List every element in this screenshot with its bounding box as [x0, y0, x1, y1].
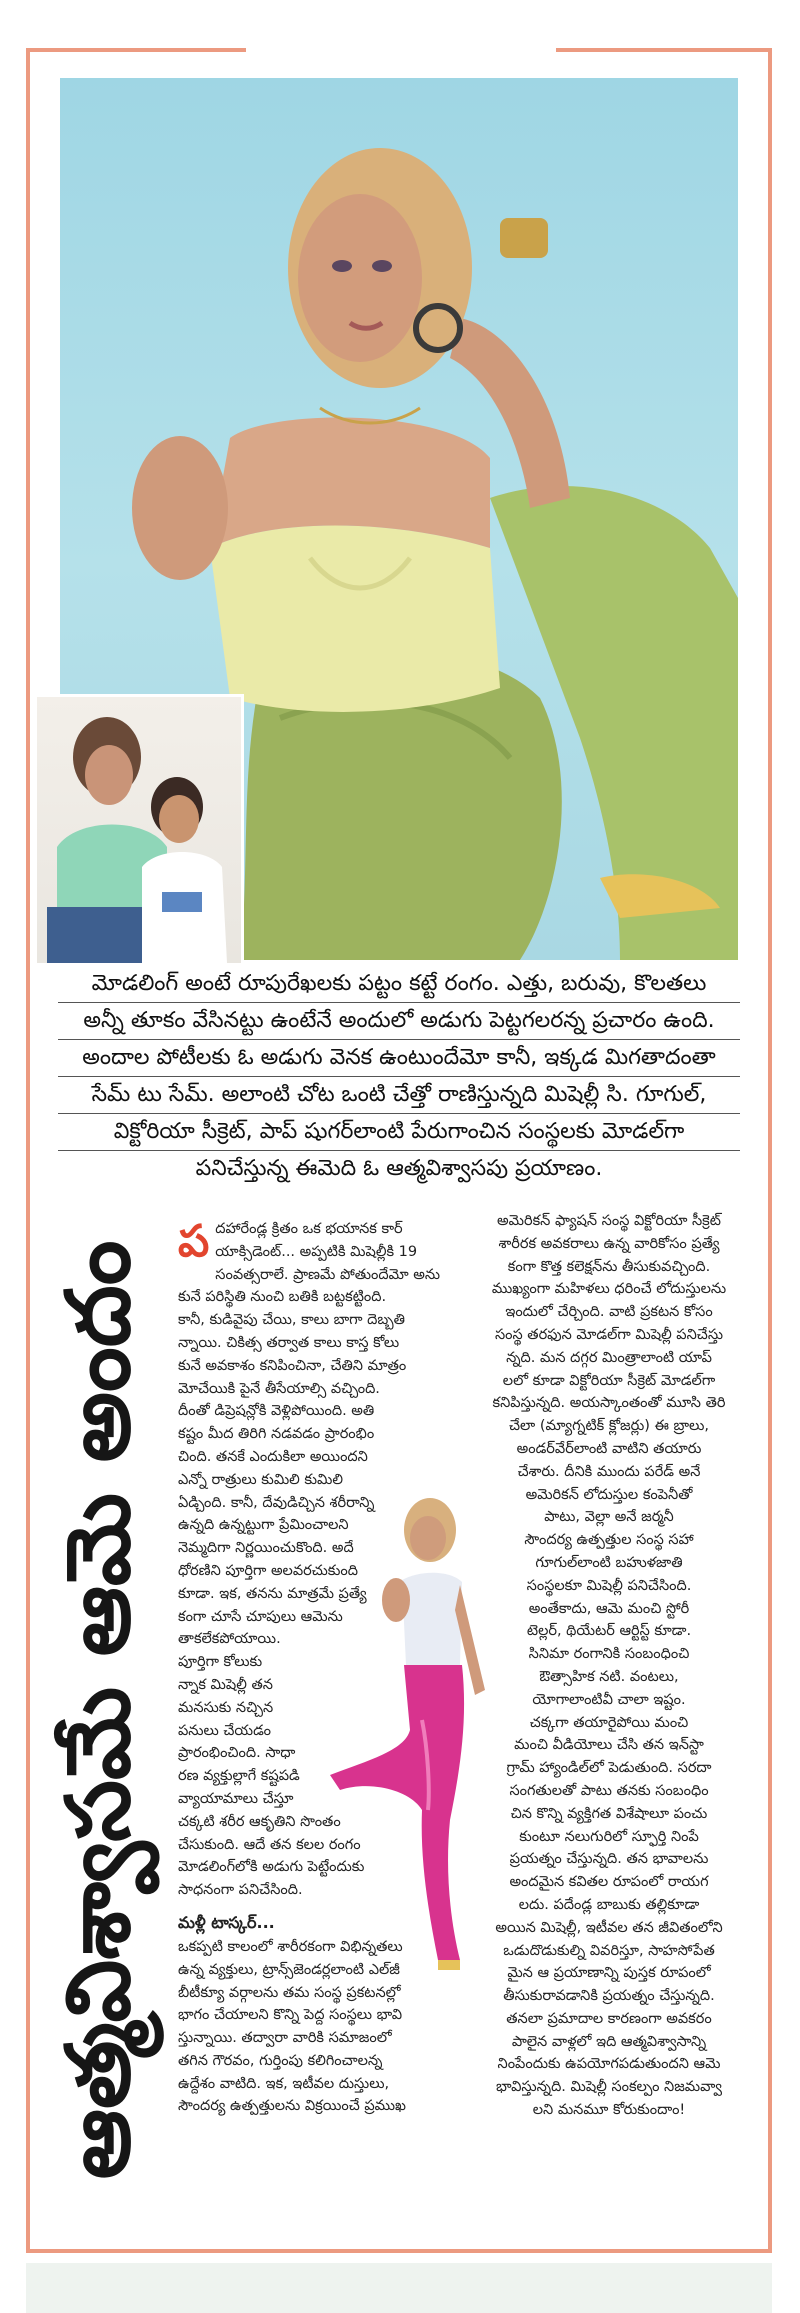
body-line: భాగం చేయాలని కొన్ని పెద్ద సంస్థలు భావి — [178, 2007, 403, 2024]
body-line: దహారేండ్ల క్రితం ఒక భయానక కార్ — [215, 1221, 403, 1237]
body-line: చక్కగా తయారైపోయి మంచి — [529, 1714, 689, 1731]
body-line: లని మనమూ కోరుకుందాం! — [532, 2102, 686, 2119]
body-line: పూర్తిగా కోలుకు — [178, 1654, 263, 1671]
body-line: యోగాలాంటివీ చాలా ఇష్టం. — [532, 1691, 686, 1708]
body-line: లదు. పదేండ్ల బాబుకు తల్లికూడా — [518, 1896, 700, 1913]
body-line: నెమ్మదిగా నిర్ణయించుకొంది. అదే — [178, 1540, 354, 1557]
frame-bottom — [26, 2249, 772, 2253]
body-line: సౌందర్య ఉత్పత్తులను విక్రయించే ప్రముఖ — [178, 2098, 406, 2115]
body-line: మనసుకు నచ్చిన — [178, 1699, 274, 1716]
body-line: సౌందర్య ఉత్పత్తుల సంస్థ సహా — [524, 1532, 694, 1549]
body-line: న్నది. మన దగ్గర మింత్రాలాంటి యాప్ — [506, 1349, 712, 1366]
inset-photo-mother-son — [34, 694, 244, 966]
body-line: న్నాయి. చికిత్స తర్వాత కాలు కాస్త కోలు — [178, 1334, 400, 1351]
body-line: మైన ఆ ప్రయాణాన్ని పుస్తక రూపంలో — [507, 1965, 711, 1982]
body-line: మంచి వీడియోలు చేసి తన ఇన్‌స్టా — [514, 1737, 704, 1754]
body-line: గూగుల్‌లాంటి బహుళజాతి — [535, 1554, 683, 1571]
body-line: చేలా (మ్యాగ్నటిక్ క్లోజర్లు) ఈ బ్రాలు, — [509, 1418, 709, 1435]
body-line: అండర్‌వేర్‌లాంటి వాటిని తయారు — [516, 1440, 702, 1457]
body-line: కష్టం మీద తిరిగి నడవడం ప్రారంభిం — [178, 1426, 375, 1443]
body-line: న్నాక మిషెల్లీ తన — [178, 1676, 273, 1693]
body-line: చింది. తనకే ఎందుకిలా అయిందని — [178, 1448, 368, 1465]
body-line: తగిన గౌరవం, గుర్తింపు కలిగించాలన్న — [178, 2052, 383, 2069]
body-line: సంస్థలకూ మిషెల్లీ పనిచేసింది. — [526, 1577, 692, 1594]
body-line: శారీరక అవకరాలు ఉన్న వారికోసం ప్రత్యే — [498, 1235, 720, 1252]
intro-line: అందాల పోటీలకు ఓ అడుగు వెనక ఉంటుందేమో కానీ, ఇక్కడ మిగతాదంతా — [58, 1040, 740, 1077]
body-line: ఉన్నది ఉన్నట్టుగా ప్రేమించాలని — [178, 1517, 349, 1534]
body-line: ప్రారంభించింది. సాధా — [178, 1745, 296, 1762]
body-line: పాలైన వాళ్లలో ఇది ఆత్మవిశ్వాసాన్ని — [511, 2033, 707, 2050]
body-line: మోడలింగ్‌లోకి అడుగు పెట్టేందుకు — [178, 1859, 365, 1876]
article-headline — [44, 1218, 174, 2203]
body-line: సాధనంగా పనిచేసింది. — [178, 1882, 303, 1899]
body-line: పాటు, వెల్లా అనే జర్మనీ — [544, 1509, 674, 1526]
body-line: ఉన్న వ్యక్తులు, ట్రాన్స్‌జెండర్లలాంటి ఎల్‌జీ — [178, 1961, 400, 1978]
body-line: సంస్థ తరఫున మోడల్‌గా మిషెల్లీ పనిచేస్తు — [494, 1326, 724, 1343]
headline-text: ఆత్మవిశ్వాసమే ఆమె అందం — [46, 1240, 150, 2180]
body-line: కునే అవకాశం కనిపించినా, చేతిని మాత్రం — [178, 1357, 407, 1374]
body-line: సినిమా రంగానికి సంబంధించి — [528, 1646, 690, 1663]
frame-top-left — [26, 48, 246, 52]
body-line: కునే పరిస్థితి నుంచి బతికి బట్టకట్టింది. — [178, 1289, 387, 1306]
body-line: చేశారు. దీనికి ముందు పరేడ్ అనే — [517, 1463, 701, 1480]
body-line: వ్యాయామాలు చేస్తూ — [178, 1790, 294, 1807]
body-line: మోచేయికి పైనే తీసేయాల్సి వచ్చింది. — [178, 1380, 380, 1397]
article-column-right — [465, 1210, 753, 2122]
body-line: ఒకప్పటి కాలంలో శారీరకంగా విభిన్నతలు — [178, 1938, 403, 1955]
body-line: దీంతో డిప్రెషన్లోకి వెళ్లిపోయింది. అతి — [178, 1403, 375, 1420]
body-line: కంగా కొత్త కలెక్షన్‌ను తీసుకువచ్చింది. — [507, 1258, 711, 1275]
body-line: తనలా ప్రమాదాల కారణంగా అవకరం — [506, 2010, 712, 2027]
body-line: భావిస్తున్నది. మిషెల్లీ సంకల్పం నిజమవ్వా — [495, 2079, 722, 2096]
body-line: పనులు చేయడం — [178, 1722, 271, 1739]
body-line: స్తున్నాయి. తద్వారా వారికి సమాజంలో — [178, 2030, 392, 2047]
body-line: రణ వ్యక్తుల్లాగే కష్టపడి — [178, 1768, 300, 1785]
body-line: తాకలేకపోయాయి. — [178, 1631, 281, 1648]
body-line: అమెరికన్ ఫ్యాషన్ సంస్థ విక్టోరియా సీక్రెట్ — [497, 1213, 721, 1229]
body-line: ధోరణిని పూర్తిగా అలవరచుకుంది — [178, 1562, 358, 1579]
body-line: కానీ, కుడివైపు చేయి, కాలు బాగా దెబ్బతి — [178, 1312, 405, 1329]
body-line: ప్రయత్నం చేస్తున్నది. తన భావాలను — [509, 1851, 709, 1868]
body-line: కుంటూ నలుగురిలో స్ఫూర్తి నింపే — [519, 1828, 699, 1845]
body-line: ముఖ్యంగా మహిళలు ధరించే లోదుస్తులను — [491, 1281, 727, 1298]
body-line: చిన కొన్ని వ్యక్తిగత విశేషాలూ పంచు — [510, 1805, 708, 1822]
drop-cap: ప — [178, 1216, 210, 1267]
body-line: ఒడుదొడుకుల్ని వివరిస్తూ, సాహసోపేత — [503, 1942, 715, 1959]
body-line: కూడా. ఇక, తనను మాత్రమే ప్రత్యే — [178, 1585, 367, 1602]
footer-band — [26, 2263, 772, 2313]
frame-left — [26, 48, 30, 2253]
frame-right — [768, 48, 772, 2253]
body-line: అందమైన కవితల రూపంలో రాయగ — [509, 1874, 709, 1891]
body-line: టెల్లర్, థియేటర్ ఆర్టిస్ట్ కూడా. — [526, 1623, 692, 1640]
body-line: ఇందులో చేర్చింది. వాటి ప్రకటన కోసం — [505, 1304, 713, 1321]
body-line: సంగతులతో పాటు తనకు సంబంధిం — [509, 1782, 709, 1799]
body-line: చక్కటి శరీర ఆకృతిని సొంతం — [178, 1813, 341, 1830]
body-line: అయిన మిషెల్లీ, ఇటీవల తన జీవితంలోని — [495, 1919, 723, 1936]
intro-paragraph — [58, 966, 740, 1187]
body-line: సంవత్సరాలే. ప్రాణమే పోతుందేమో అను — [215, 1266, 441, 1283]
body-line: అంతేకాదు, ఆమె మంచి స్టోరీ — [528, 1600, 690, 1617]
body-line: ఏడ్చింది. కానీ, దేవుడిచ్చిన శరీరాన్ని — [178, 1494, 375, 1511]
intro-line: సేమ్ టు సేమ్. అలాంటి చోట ఒంటి చేత్తో రాణిస్తున్నది మిషెల్లీ సి. గూగుల్, — [58, 1077, 740, 1114]
frame-top-right — [556, 48, 772, 52]
section-subhead: మళ్లీ టాస్కర్... — [178, 1912, 275, 1932]
body-line: ఔత్సాహిక నటి. వంటలు, — [539, 1668, 679, 1685]
body-line: ఉద్దేశం వాటిది. ఇక, ఇటీవల దుస్తులు, — [178, 2075, 390, 2092]
intro-line: విక్టోరియా సీక్రెట్, పాప్ షుగర్‌లాంటి పేరుగాంచిన సంస్థలకు మోడల్‌గా — [58, 1114, 740, 1151]
body-line: కంగా చూసే చూపులు ఆమెను — [178, 1608, 343, 1625]
intro-line: మోడలింగ్ అంటే రూపురేఖలకు పట్టం కట్టే రంగం. ఎత్తు, బరువు, కొలతలు — [58, 966, 740, 1003]
intro-line: అన్నీ తూకం వేసినట్టు ఉంటేనే అందులో అడుగు పెట్టగలరన్న ప్రచారం ఉంది. — [58, 1003, 740, 1040]
body-line: లలో కూడా విక్టోరియా సీక్రెట్ మోడల్‌గా — [502, 1372, 716, 1389]
mother-son-illustration — [37, 697, 241, 963]
body-line: గ్రామ్ హ్యాండిల్‌లో పెడుతుంది. సరదా — [506, 1760, 712, 1777]
body-line: నింపేందుకు ఉపయోగపడుతుందని ఆమె — [497, 2056, 721, 2073]
body-line: యాక్సిడెంట్... అప్పటికి మిషెల్లీకి 19 — [215, 1243, 418, 1260]
body-line: కనిపిస్తున్నది. అయస్కాంతంతో మూసి తెరి — [492, 1395, 726, 1412]
body-line: అమెరికన్ లోదుస్తుల కంపెనీతో — [525, 1486, 693, 1503]
intro-line: పనిచేస్తున్న ఈమెది ఓ ఆత్మవిశ్వాసపు ప్రయాణం. — [195, 1156, 603, 1181]
body-line: చేసుకుంది. ఆదే తన కలల రంగం — [178, 1836, 361, 1853]
body-line: తీసుకురావడానికి ప్రయత్నం చేస్తున్నది. — [503, 1988, 715, 2005]
body-line: ఎన్నో రాత్రులు కుమిలి కుమిలి — [178, 1471, 343, 1488]
body-line: బీటీక్యూ వర్గాలను తమ సంస్థ ప్రకటనల్లో — [178, 1984, 401, 2001]
